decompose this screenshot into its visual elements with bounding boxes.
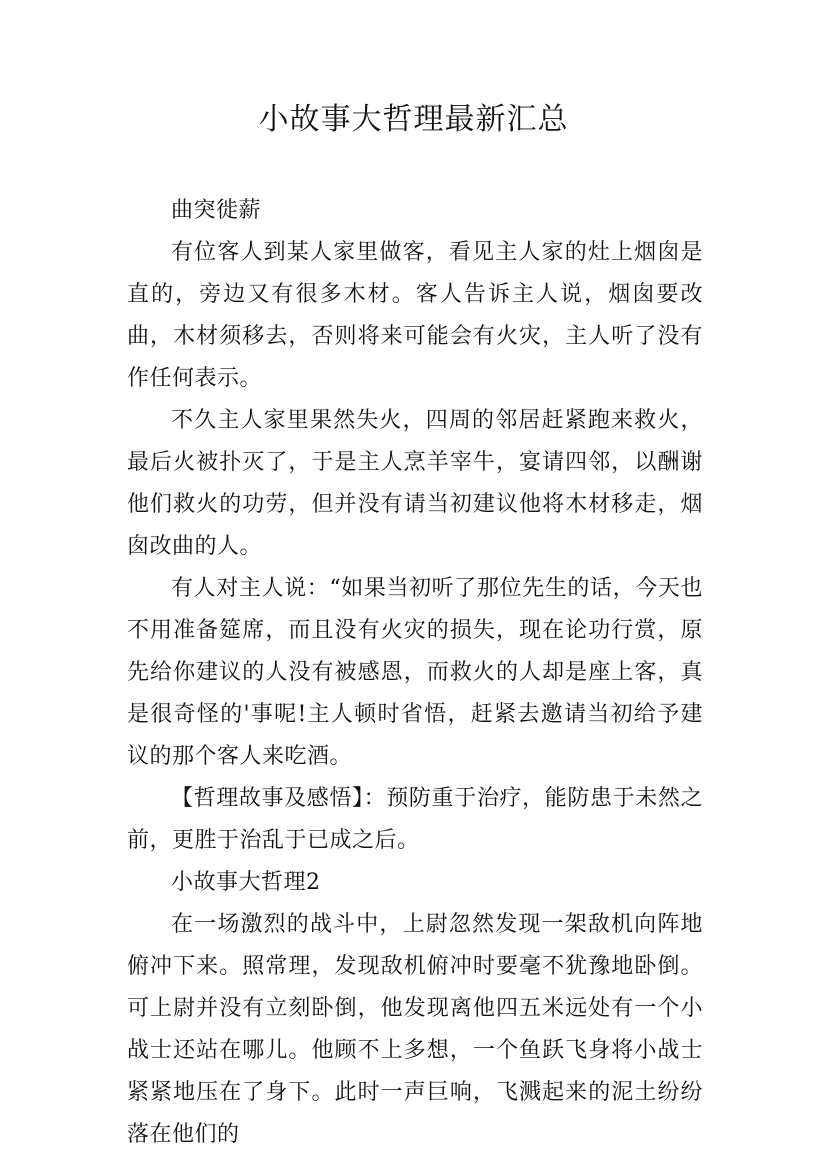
paragraph: 不久主人家里果然失火，四周的邻居赶紧跑来救火，最后火被扑灭了，于是主人烹羊宰牛，宴请四邻，以酬谢他们救火的功劳，但并没有请当初建议他将木材移走，烟囱改曲的人。	[127, 408, 703, 559]
document-title: 小故事大哲理最新汇总	[258, 102, 569, 137]
paragraph: 在一场激烈的战斗中，上尉忽然发现一架敌机向阵地俯冲下来。照常理，发现敌机俯冲时要毫不犹豫地卧倒。可上尉并没有立刻卧倒，他发现离他四五米远处有一个小战士还站在哪儿。他顾不上多想，一个鱼跃飞身将小战士紧紧地压在了身下。此时一声巨响，飞溅起来的泥土纷纷落在他们的	[127, 912, 703, 1147]
story-heading-1: 曲突徙薪	[171, 198, 262, 223]
story-heading-2: 小故事大哲理2	[171, 870, 321, 895]
paragraph: 有人对主人说：“如果当初听了那位先生的话，今天也不用准备筵席，而且没有火灾的损失，现在论功行赏，原先给你建议的人没有被感恩，而救火的人却是座上客，真是很奇怪的'事呢!主人顿时省悟，赶紧去邀请当初给予建议的那个客人来吃酒。	[127, 576, 703, 769]
paragraph: 有位客人到某人家里做客，看见主人家的灶上烟囱是直的，旁边又有很多木材。客人告诉主人说，烟囱要改曲，木材须移去，否则将来可能会有火灾，主人听了没有作任何表示。	[127, 240, 703, 391]
insight-paragraph: 【哲理故事及感悟】：预防重于治疗，能防患于未然之前，更胜于治乱于已成之后。	[127, 786, 703, 853]
document-body	[127, 190, 703, 1156]
